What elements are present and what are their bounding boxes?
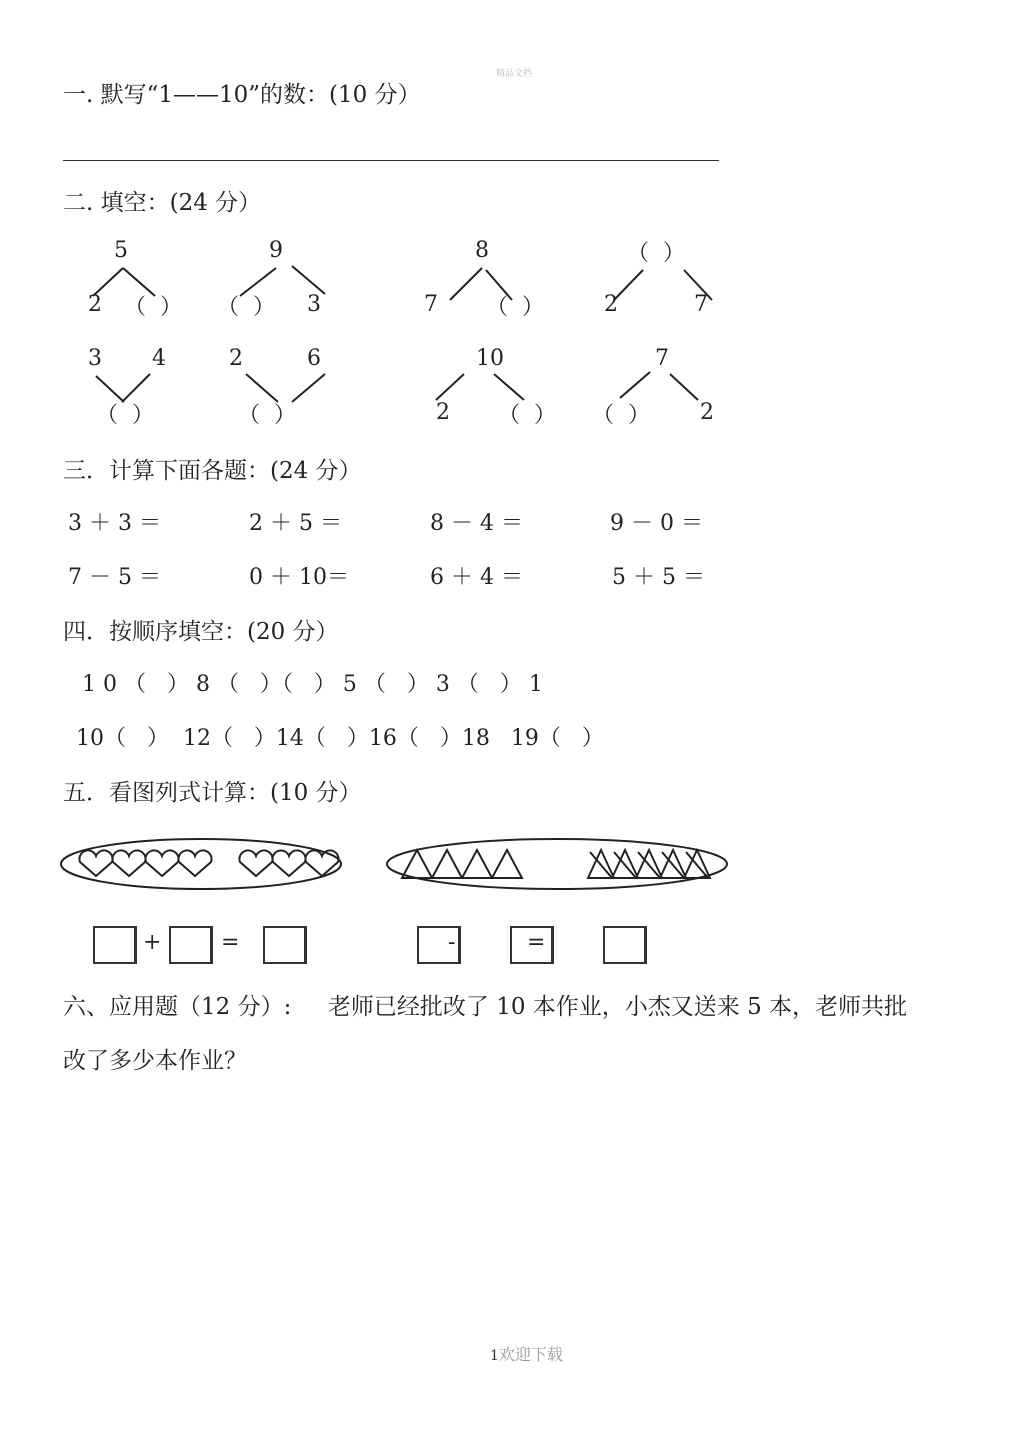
calc-item[interactable]: 0 ＋ 10＝ [249, 565, 349, 590]
bond4-left: 2 [604, 292, 618, 317]
bond5-bottom[interactable]: （ ） [96, 403, 154, 428]
section6-line1: 六、应用题（12 分）: 老师已经批改了 10 本作业，小杰又送来 5 本，老师共批 [63, 994, 908, 1020]
watermark: 精品文档 [496, 69, 533, 79]
bond1-top: 5 [114, 238, 128, 263]
bond3-left: 7 [424, 292, 438, 317]
calc-item[interactable]: 8 － 4 ＝ [430, 511, 523, 536]
triangle-icon [432, 850, 462, 878]
bond8-right: 2 [700, 400, 714, 425]
bond4-top[interactable]: （ ） [627, 241, 685, 266]
heart-icon [145, 850, 178, 876]
sequence-row-2[interactable]: 10（ ） 12（ ）14（ ）16（ ）18 19（ ） [76, 726, 604, 751]
bond7-right[interactable]: （ ） [498, 403, 556, 428]
calc-item[interactable]: 6 ＋ 4 ＝ [430, 565, 523, 590]
bond4-right: 7 [694, 292, 708, 317]
equals-sign: = [527, 930, 546, 955]
calc-item[interactable]: 3 ＋ 3 ＝ [68, 511, 161, 536]
answer-box[interactable] [603, 926, 647, 964]
bond8-left[interactable]: （ ） [592, 403, 650, 428]
heart-icon [178, 850, 211, 876]
section5-heading: 五．看图列式计算：(10 分） [63, 780, 362, 806]
triangle-icon [402, 850, 432, 878]
bond7-top: 10 [476, 346, 504, 371]
section6-line2: 改了多少本作业？ [63, 1048, 247, 1074]
page-number: 1 [490, 1348, 499, 1364]
bond3-top: 8 [475, 238, 489, 263]
hearts-oval [61, 839, 341, 889]
heart-icon [239, 850, 272, 876]
bond5-left: 3 [88, 346, 102, 371]
bond6-right: 6 [307, 346, 321, 371]
answer-box[interactable] [263, 926, 307, 964]
calc-item[interactable]: 7 － 5 ＝ [68, 565, 161, 590]
heart-icon [112, 850, 145, 876]
answer-box[interactable] [93, 926, 137, 964]
bond2-top: 9 [269, 238, 283, 263]
footer-text: 欢迎下载 [498, 1345, 563, 1364]
bond6-bottom[interactable]: （ ） [238, 403, 296, 428]
sequence-row-1[interactable]: 1 0 （ ） 8 （ ）（ ） 5 （ ） 3 （ ） 1 [82, 672, 543, 697]
triangles-oval [387, 839, 727, 889]
section3-heading: 三．计算下面各题：(24 分） [63, 458, 362, 484]
section4-heading: 四．按顺序填空：(20 分） [63, 619, 339, 645]
equals-sign: = [221, 930, 240, 955]
section2-heading: 二. 填空：(24 分） [63, 190, 262, 216]
calc-item[interactable]: 5 ＋ 5 ＝ [612, 565, 705, 590]
bond7-left: 2 [436, 400, 450, 425]
footer [490, 1342, 563, 1365]
bond1-left: 2 [88, 292, 102, 317]
calc-item[interactable]: 9 － 0 ＝ [610, 511, 703, 536]
bond5-right: 4 [152, 346, 166, 371]
section1-heading: 一. 默写“1——10”的数：(10 分） [63, 82, 421, 108]
calc-item[interactable]: 2 ＋ 5 ＝ [249, 511, 342, 536]
triangle-icon [492, 850, 522, 878]
bond1-right[interactable]: （ ） [124, 295, 182, 320]
heart-icon [272, 850, 305, 876]
bond2-right: 3 [307, 292, 321, 317]
bond3-right[interactable]: （ ） [486, 295, 544, 320]
bond2-left[interactable]: （ ） [217, 295, 275, 320]
heart-icon [79, 850, 112, 876]
answer-box[interactable] [169, 926, 213, 964]
bond8-top: 7 [655, 346, 669, 371]
triangle-icon [462, 850, 492, 878]
bond6-left: 2 [229, 346, 243, 371]
plus-sign: + [143, 930, 162, 955]
minus-sign: - [448, 930, 456, 955]
